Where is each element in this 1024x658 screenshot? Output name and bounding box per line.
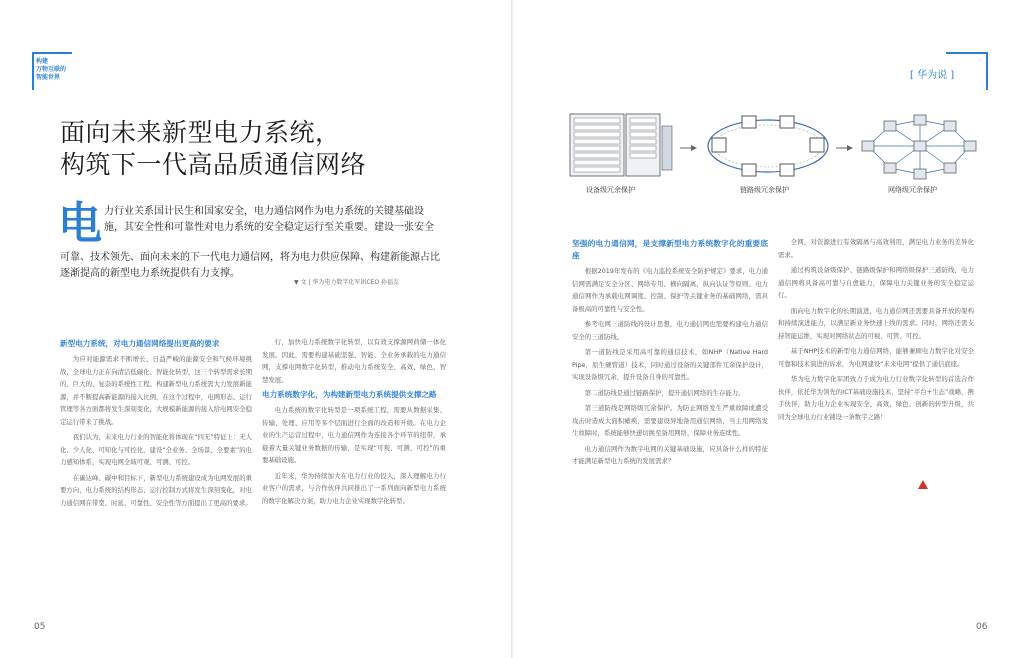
title-line-2: 构筑下一代高品质通信网络 bbox=[60, 150, 367, 179]
lead-paragraph-continued: 可靠、技术领先、面向未来的下一代电力通信网，将为电力供应保障、构建新能源占比逐渐提高的新型电力系统提供有力支撑。 bbox=[60, 252, 440, 279]
body-paragraph: 电力系统的数字化转型是一项系统工程，需要从数据采集、传输、处理、应用等多个层面进行全面的改造和升级。在电力企业的生产运营过程中，电力通信网作为连接各个环节的纽带，承载着大量关键业务数据的传输，是实现“可观、可测、可控”的重要基础设施。 bbox=[262, 406, 446, 464]
network-node-icon bbox=[944, 121, 956, 131]
page-number-left: 05 bbox=[34, 622, 46, 632]
corner-label-line: 构建 bbox=[36, 58, 49, 65]
body-paragraph: 基于NHP技术的新型电力通信网络，能够兼顾电力数字化对安全可靠和技术演进的诉求，为电网建设“未来电网”提供了通信底座。 bbox=[778, 347, 974, 368]
network-node-icon bbox=[862, 141, 874, 151]
router-node-icon bbox=[780, 116, 794, 128]
lead-paragraph: 力行业关系国计民生和国家安全，电力通信网作为电力系统的关键基础设施，其安全性和可靠性对电力系统的安全稳定运行至关重要。建设一张安全 bbox=[104, 206, 434, 233]
link-level-ring bbox=[708, 116, 828, 176]
network-node-icon bbox=[944, 163, 956, 173]
author-byline: ▼ 文 | 华为电力数字化军团CEO 孙福友 bbox=[294, 279, 399, 286]
body-paragraph: 在碳达峰、碳中和目标下，新型电力系统建设成为电网发展的重要方向，电力系统的结构形态、运行控制方式将发生深刻变化，对电力通信网在带宽、时延、可靠性、安全性等方面提出了更高的要求。 bbox=[60, 473, 252, 507]
section-heading: 新型电力系统，对电力通信网络提出更高的要求 bbox=[60, 339, 220, 348]
body-paragraph: 全网，对资源进行有效隔离与高效利用，满足电力业务的差异化需求。 bbox=[778, 238, 974, 259]
body-paragraph: 为应对能源需求不断增长、日益严峻的能源安全和气候环境挑战，全球电力正在向清洁低碳化、智能化转型，这三个转型需求长期的、巨大的、复杂的系统性工程。构建新型电力系统需大力发展新能源，并不断提高新能源的接入比例，在这个过程中，电网形态、运行管理等各方面都将发生深刻变化，大规模新能源的接入给电网安全稳定运行带来了挑战。 bbox=[60, 355, 252, 426]
corner-label-line: 万物互联的 bbox=[36, 66, 67, 73]
body-paragraph: 电力通信网作为数字电网的关键基础设施，应具备什么样的特征才能满足新型电力系统的发展需求？ bbox=[572, 444, 768, 465]
drop-cap: 电 bbox=[58, 198, 102, 249]
network-node-icon bbox=[914, 141, 926, 151]
figure-caption-network: 网络级冗余保护 bbox=[888, 186, 937, 194]
body-paragraph: 第三道防线是网络级冗余保护。为防止网络发生严重故障或遭受攻击时造成大面积瘫痪，需要建设异地备用通信网络，当主用网络发生故障时，系统能够快速切换至备用网络，保障业务连续性。 bbox=[572, 404, 768, 437]
body-paragraph: 我们认为，未来电力行业的智能化将体现在“四无”特征上：无人化、少人化、可知化与可控化，建设“全业务、全场景、全要素”的电力感知体系，实现电网全域可观、可测、可控。 bbox=[60, 433, 252, 466]
network-node-icon bbox=[914, 169, 926, 179]
section-tag: [ 华为说 ] bbox=[910, 70, 955, 81]
body-column-3 bbox=[572, 236, 768, 608]
body-paragraph: 第一道防线是采用高可靠的通信技术，如NHP（Native Hard Pipe，原生硬管道）技术，同时通过设备的关键部件冗余保护设计，实现设备级冗余，提升设备自身的可靠性。 bbox=[572, 348, 768, 381]
title-line-1: 面向未来新型电力系统， bbox=[60, 118, 341, 147]
body-paragraph: 根据2019年发布的《电力监控系统安全防护规定》要求，电力通信网需满足安全分区、网络专用、横向隔离、纵向认证等原则。电力通信网作为承载电网调度、控制、保护等关键业务的基础网络，需具备极高的可靠性与安全性。 bbox=[572, 267, 768, 313]
corner-label-line: 智能世界 bbox=[36, 74, 61, 81]
router-node-icon bbox=[780, 164, 794, 176]
body-paragraph: 近年来，华为持续加大在电力行业的投入，深入理解电力行业客户的需求，与合作伙伴共同推出了一系列面向新型电力系统的数字化解决方案，助力电力企业实现数字化转型。 bbox=[262, 471, 446, 505]
article-title bbox=[60, 117, 366, 181]
body-paragraph: 面向电力数字化的长期演进，电力通信网还需要具备开放的架构和持续演进能力，以满足新业务快速上线的需求。同时，网络还需支持智能运维，实现对网络状态的可视、可管、可控。 bbox=[778, 306, 974, 340]
figure-caption-equipment: 设备级冗余保护 bbox=[586, 186, 635, 194]
network-node-icon bbox=[964, 141, 976, 151]
corner-label bbox=[36, 58, 76, 82]
router-node-icon bbox=[742, 164, 756, 176]
equipment-rack-icon bbox=[570, 114, 672, 176]
body-paragraph: 行，加快电力系统数字化转型，以有效支撑源网荷储一体化发展。因此，需要构建基础坚强、智能、全业务承载的电力通信网，支撑电网数字化转型，推动电力系统安全、高效、绿色、智慧发展。 bbox=[262, 338, 446, 384]
router-node-icon bbox=[712, 138, 726, 152]
network-level-mesh bbox=[862, 115, 976, 179]
body-paragraph: 华为电力数字化军团致力于成为电力行业数字化转型的首选合作伙伴，依托华为领先的ICT基础设施技术，坚持“平台+生态”战略，携手伙伴，助力电力企业实现安全、高效、绿色、创新的转型升级，共同为全球电力行业铺设一条数字之路！ bbox=[778, 375, 974, 421]
body-column-4 bbox=[778, 236, 974, 496]
network-node-icon bbox=[884, 121, 896, 131]
page-gutter bbox=[511, 0, 513, 658]
body-paragraph: 第二道防线是通过链路保护，提升通信网络的生存能力。 bbox=[584, 388, 745, 397]
figure-caption-link: 链路级冗余保护 bbox=[740, 186, 789, 194]
body-paragraph: 参考电网三道防线的设计思想，电力通信网也需要构建电力通信安全的三道防线。 bbox=[572, 320, 768, 341]
router-node-icon bbox=[742, 116, 756, 128]
section-heading: 电力系统数字化，为构建新型电力系统提供支撑之路 bbox=[262, 390, 437, 399]
body-paragraph: 通过构筑设备级保护、链路级保护和网络级保护三道防线，电力通信网将具备高可靠与自愈能力，保障电力关键业务的安全稳定运行。 bbox=[778, 266, 974, 299]
body-column-2 bbox=[262, 336, 446, 606]
end-mark-triangle-icon bbox=[918, 480, 928, 489]
section-heading: 坚强的电力通信网，是支撑新型电力系统数字化的重要底座 bbox=[572, 239, 768, 260]
router-node-icon bbox=[810, 138, 824, 152]
network-node-icon bbox=[884, 163, 896, 173]
page-number-right: 06 bbox=[976, 622, 988, 632]
body-column-1 bbox=[60, 336, 252, 606]
network-node-icon bbox=[914, 115, 926, 125]
